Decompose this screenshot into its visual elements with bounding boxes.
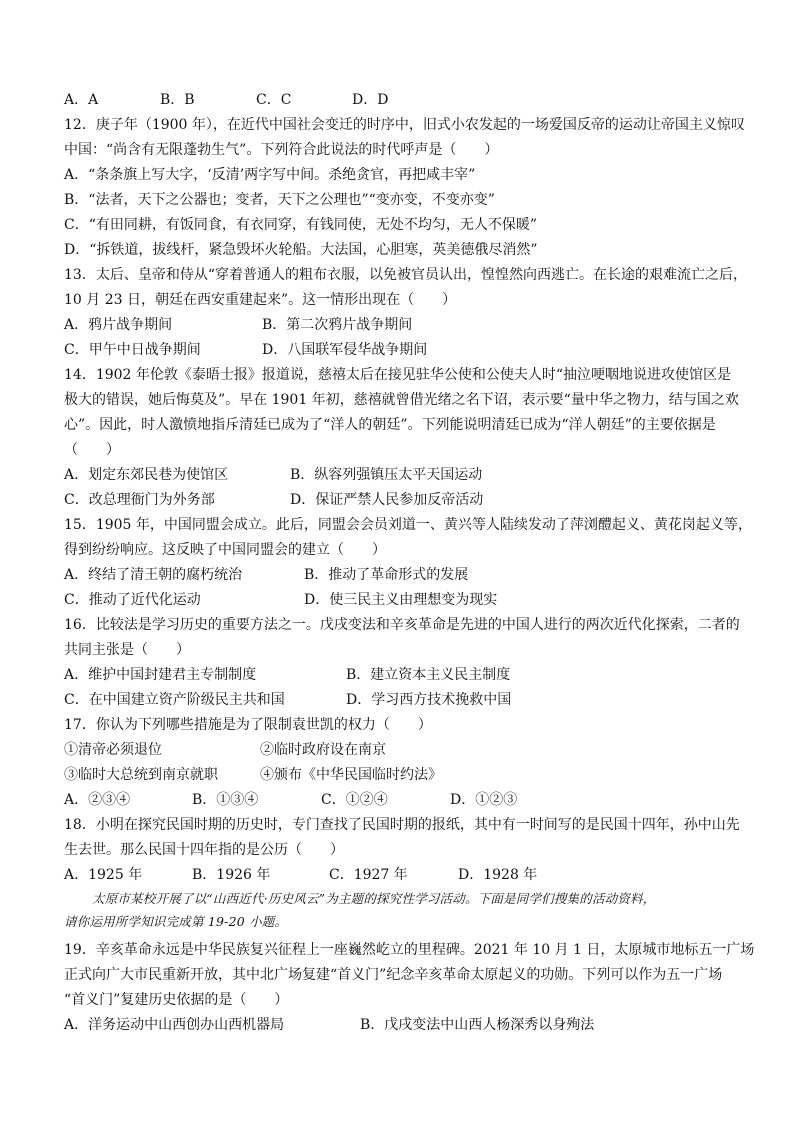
q13-option-b: B．第二次鸦片战争期间	[262, 317, 413, 333]
q12-option-a: A．“条条旗上写大字，‘反清’两字写中间。杀绝贪官，再把咸丰宰”	[64, 167, 476, 183]
q18-option-a: A．1925 年	[64, 867, 143, 883]
q13-option-d: D．八国联军侵华战争期间	[262, 342, 428, 358]
q16-option-d: D．学习西方技术挽救中国	[346, 692, 512, 708]
q13-option-c: C．甲午中日战争期间	[64, 342, 201, 358]
q17-option-a: A．②③④	[64, 792, 131, 808]
q17-stem: 17．你认为下列哪些措施是为了限制袁世凯的权力（ ）	[64, 717, 432, 733]
q12-option-c: C．“有田同耕，有饭同食，有衣同穿，有钱同使，无处不均匀，无人不保暖”	[64, 217, 538, 233]
q17-option-b: B．①③④	[192, 792, 259, 808]
q17-option-d: D．①②③	[450, 792, 518, 808]
q17-option-c: C．①②④	[321, 792, 388, 808]
q14-stem-line-4: （ ）	[64, 442, 120, 458]
q17-item-3: ③临时大总统到南京就职	[64, 767, 218, 783]
q15-option-a: A．终结了清王朝的腐朽统治	[64, 567, 243, 583]
q17-item-2: ②临时政府设在南京	[260, 742, 386, 758]
q14-stem-line-2: 极大的错误，她后悔莫及”。早在 1901 年初，慈禧就曾借光绪之名下诏，表示要“量中华之物力，结与国之欢	[64, 392, 739, 408]
q16-option-c: C．在中国建立资产阶级民主共和国	[64, 692, 285, 708]
q16-option-b: B．建立资本主义民主制度	[346, 667, 511, 683]
q15-option-b: B．推动了革命形式的发展	[304, 567, 469, 583]
section-note-line-1: 太原市某校开展了以“山西近代·历史风云”为主题的探究性学习活动。下面是同学们搜集的活动资料，	[92, 891, 656, 906]
q18-stem-line-1: 18．小明在探究民国时期的历史时，专门查找了民国时期的报纸，其中有一时间写的是民国十四年，孙中山先	[64, 817, 740, 833]
q11-option-c: C．C	[256, 92, 292, 108]
q12-option-b: B．“法者，天下之公器也；变者，天下之公理也”“变亦变，不变亦变”	[64, 192, 495, 208]
q14-option-a: A．划定东郊民巷为使馆区	[64, 467, 229, 483]
q12-stem-line-2: 中国：“尚含有无限蓬勃生气”。下列符合此说法的时代呼声是（ ）	[64, 142, 499, 158]
q19-option-a: A．洋务运动中山西创办山西机器局	[64, 1017, 285, 1033]
q17-item-1: ①清帝必须退位	[64, 742, 162, 758]
q13-option-a: A．鸦片战争期间	[64, 317, 173, 333]
q11-option-a: A．A	[64, 92, 99, 108]
q15-stem-line-1: 15．1905 年，中国同盟会成立。此后，同盟会会员刘道一、黄兴等人陆续发动了萍浏醴起义、黄花岗起义等，	[64, 517, 752, 533]
q12-option-d: D．“拆铁道，拔线杆，紧急毁坏火轮船。大法国，心胆寒，英美德俄尽消然”	[64, 242, 538, 258]
q16-stem-line-2: 共同主张是（ ）	[64, 642, 190, 658]
q11-option-d: D．D	[352, 92, 389, 108]
q18-option-c: C．1927 年	[329, 867, 408, 883]
q15-stem-line-2: 得到纷纷响应。这反映了中国同盟会的建立（ ）	[64, 542, 386, 558]
q14-stem-line-3: 心”。因此，时人激愤地指斥清廷已成为了“洋人的朝廷”。下列能说明清廷已成为“洋人朝廷”的主要依据是	[64, 417, 716, 433]
q19-stem-line-3: “首义门”复建历史依据的是（ ）	[64, 992, 289, 1008]
q13-stem-line-2: 10 月 23 日，朝廷在西安重建起来”。这一情形出现在（ ）	[64, 292, 457, 308]
q14-option-c: C．改总理衙门为外务部	[64, 492, 215, 508]
q16-stem-line-1: 16．比较法是学习历史的重要方法之一。戊戌变法和辛亥革命是先进的中国人进行的两次近代化探索，二者的	[64, 617, 740, 633]
q18-stem-line-2: 生去世。那么民国十四年指的是公历（ ）	[64, 842, 344, 858]
q19-stem-line-2: 正式向广大市民重新开放，其中北广场复建“首义门”纪念辛亥革命太原起义的功勋。下列可以作为五一广场	[64, 967, 723, 983]
q19-stem-line-1: 19．辛亥革命永远是中华民族复兴征程上一座巍然屹立的里程碑。2021 年 10 月 1 日，太原城市地标五一广场	[64, 942, 755, 958]
q11-option-b: B．B	[160, 92, 195, 108]
section-note-line-2: 请你运用所学知识完成第 19-20 小题。	[64, 914, 288, 929]
q17-item-4: ④颁布《中华民国临时约法》	[260, 767, 442, 783]
q14-option-b: B．纵容列强镇压太平天国运动	[290, 467, 483, 483]
q12-stem-line-1: 12．庚子年（1900 年），在近代中国社会变迁的时序中，旧式小农发起的一场爱国反帝的运动让帝国主义惊叹	[64, 117, 745, 133]
q14-stem-line-1: 14．1902 年伦敦《泰晤士报》报道说，慈禧太后在接见驻华公使和公使夫人时“抽泣哽咽地说进攻使馆区是	[64, 367, 732, 383]
q15-option-c: C．推动了近代化运动	[64, 592, 201, 608]
q14-option-d: D．保证严禁人民参加反帝活动	[290, 492, 484, 508]
q13-stem-line-1: 13．太后、皇帝和侍从“穿着普通人的粗布衣服，以免被官员认出，惶惶然向西逃亡。在长途的艰难流亡之后，	[64, 267, 747, 283]
q16-option-a: A．维护中国封建君主专制制度	[64, 667, 257, 683]
q19-option-b: B．戊戌变法中山西人杨深秀以身殉法	[360, 1017, 595, 1033]
q15-option-d: D．使三民主义由理想变为现实	[304, 592, 498, 608]
q18-option-b: B．1926 年	[192, 867, 271, 883]
q18-option-d: D．1928 年	[458, 867, 538, 883]
